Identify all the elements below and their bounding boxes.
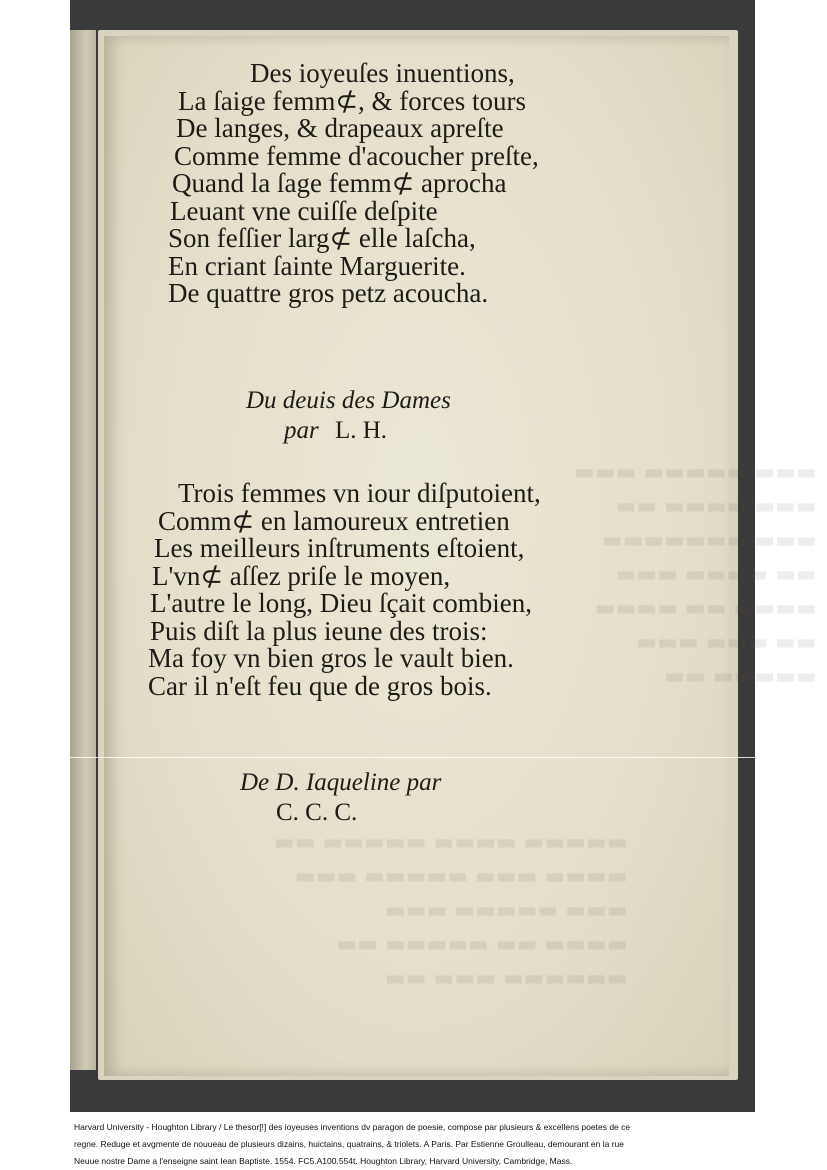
poem-1-line: Des ioyeuſes inuentions, <box>250 58 515 88</box>
heading-1-author: L. H. <box>334 417 388 444</box>
poem-1-line: En criant ſainte Marguerite. <box>168 250 466 281</box>
poem-1-line: De quattre gros petz acoucha. <box>168 278 489 308</box>
show-through-text: ▬▬▬ ▬▬▬▬▬ ▬▬▬ ▬▬▬ ▬▬▬▬ ▬▬ ▬▬▬ ▬▬▬▬▬▬▬ ▬▬ ▬▬▬▬ ▬▬▬ ▬▬▬▬ ▬▬ ▬▬▬▬ ▬▬ ▬▬▬ ▬▬▬ ▬▬▬▬▬ ▬▬ <box>574 460 817 689</box>
poem-1 <box>168 60 539 308</box>
poem-2-line: Comm⊄ en lamoureux entretien <box>158 505 510 536</box>
left-page-edge <box>70 30 96 1070</box>
heading-1-by: par <box>284 417 319 444</box>
footer-line-3: Neuue nostre Dame a l'enseigne saint Iean Baptiste. 1554. FC5.A100.554t. Houghton Library, Harvard University, Cambridge, Mass. <box>74 1156 573 1166</box>
footer-line-2: regne. Reduge et avgmente de nouueau de plusieurs dizains, huictains, quatrains, & triolets. A Paris. Par Estienne Groulleau, demourant en la rue <box>74 1139 625 1149</box>
poem-1-line: La ſaige femm⊄, & forces tours <box>178 85 527 116</box>
poem-1-line: Leuant vne cuiſſe deſpite <box>170 195 438 226</box>
poem-1-line: De langes, & drapeaux apreſte <box>176 113 504 143</box>
section-heading-2 <box>240 768 441 828</box>
scan-seam <box>70 757 755 758</box>
poem-1-line: Quand la ſage femm⊄ aprocha <box>172 168 507 198</box>
poem-2-line: Ma foy vn bien gros le vault bien. <box>148 643 514 673</box>
heading-2-title: De D. Iaqueline par <box>240 769 442 796</box>
poem-2-line: Trois femmes vn iour diſputoient, <box>178 478 541 508</box>
poem-2 <box>148 480 541 700</box>
poem-1-line: Son feſſier larg⊄ elle laſcha, <box>168 223 476 253</box>
footer-caption <box>74 1119 754 1170</box>
section-heading-1 <box>246 386 451 446</box>
poem-2-line: L'autre le long, Dieu ſçait combien, <box>150 588 532 618</box>
heading-2-author: C. C. C. <box>276 799 358 826</box>
poem-2-line: Les meilleurs inſtruments eſtoient, <box>154 533 525 563</box>
poem-2-line: Car il n'eſt feu que de gros bois. <box>148 670 492 701</box>
heading-1-byline <box>246 416 451 446</box>
poem-2-line: Puis diſt la plus ieune des trois: <box>150 615 488 646</box>
heading-1-title: Du deuis des Dames <box>246 387 451 414</box>
show-through-text-lower: ▬▬▬▬▬ ▬▬▬▬ ▬▬▬▬▬ ▬▬ ▬▬▬▬ ▬▬▬ ▬▬▬▬▬ ▬▬▬ ▬▬▬ ▬▬▬▬▬ ▬▬▬ ▬▬▬▬ ▬▬ ▬▬▬▬▬ ▬▬ ▬▬▬▬▬▬ ▬▬▬ ▬▬ <box>274 830 628 991</box>
footer-line-1: Harvard University - Houghton Library / Le thesor[!] des ioyeuses inventions dv paragon de poesie, compose par plusieurs & excellens poetes de ce <box>74 1122 631 1132</box>
poem-2-line: L'vn⊄ aſſez priſe le moyen, <box>152 560 451 591</box>
poem-1-line: Comme femme d'acoucher preſte, <box>174 140 539 171</box>
